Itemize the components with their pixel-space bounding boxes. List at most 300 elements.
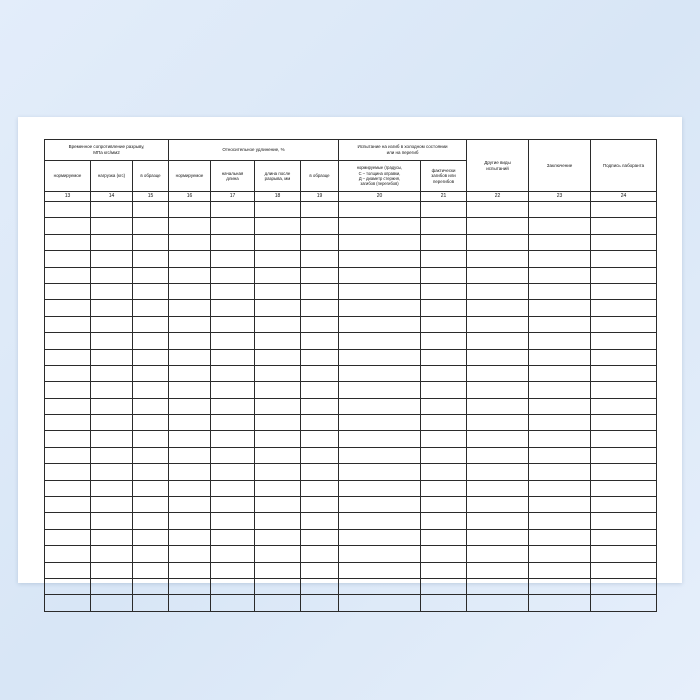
table-cell[interactable] (91, 382, 133, 398)
table-cell[interactable] (169, 251, 211, 267)
table-cell[interactable] (421, 218, 467, 234)
table-cell[interactable] (91, 300, 133, 316)
table-cell[interactable] (91, 464, 133, 480)
table-cell[interactable] (133, 529, 169, 545)
table-cell[interactable] (211, 234, 255, 250)
table-cell[interactable] (91, 562, 133, 578)
table-cell[interactable] (91, 513, 133, 529)
table-cell[interactable] (133, 267, 169, 283)
table-cell[interactable] (169, 300, 211, 316)
table-cell[interactable] (421, 546, 467, 562)
table-cell[interactable] (467, 251, 529, 267)
table-cell[interactable] (45, 251, 91, 267)
table-cell[interactable] (591, 497, 657, 513)
table-cell[interactable] (421, 595, 467, 611)
table-cell[interactable] (45, 497, 91, 513)
table-cell[interactable] (91, 202, 133, 218)
table-cell[interactable] (339, 480, 421, 496)
table-cell[interactable] (467, 234, 529, 250)
table-cell[interactable] (529, 497, 591, 513)
table-cell[interactable] (133, 546, 169, 562)
table-cell[interactable] (211, 578, 255, 594)
table-cell[interactable] (255, 398, 301, 414)
table-row[interactable] (45, 480, 657, 496)
table-cell[interactable] (339, 497, 421, 513)
table-cell[interactable] (45, 480, 91, 496)
table-cell[interactable] (133, 251, 169, 267)
table-cell[interactable] (301, 431, 339, 447)
table-row[interactable] (45, 202, 657, 218)
table-cell[interactable] (45, 365, 91, 381)
table-cell[interactable] (133, 415, 169, 431)
table-row[interactable] (45, 578, 657, 594)
table-cell[interactable] (591, 480, 657, 496)
table-cell[interactable] (421, 447, 467, 463)
table-cell[interactable] (421, 349, 467, 365)
table-cell[interactable] (301, 365, 339, 381)
table-cell[interactable] (301, 562, 339, 578)
table-cell[interactable] (45, 234, 91, 250)
table-cell[interactable] (211, 447, 255, 463)
table-cell[interactable] (133, 234, 169, 250)
table-cell[interactable] (421, 431, 467, 447)
table-cell[interactable] (133, 513, 169, 529)
table-cell[interactable] (421, 267, 467, 283)
table-cell[interactable] (421, 300, 467, 316)
table-cell[interactable] (133, 595, 169, 611)
table-cell[interactable] (211, 529, 255, 545)
table-cell[interactable] (211, 267, 255, 283)
table-cell[interactable] (421, 578, 467, 594)
table-cell[interactable] (45, 513, 91, 529)
table-cell[interactable] (133, 283, 169, 299)
table-cell[interactable] (591, 513, 657, 529)
table-row[interactable] (45, 513, 657, 529)
table-cell[interactable] (529, 333, 591, 349)
table-cell[interactable] (91, 283, 133, 299)
table-cell[interactable] (467, 267, 529, 283)
table-cell[interactable] (91, 431, 133, 447)
table-cell[interactable] (467, 578, 529, 594)
table-cell[interactable] (467, 513, 529, 529)
table-cell[interactable] (133, 578, 169, 594)
table-cell[interactable] (45, 382, 91, 398)
table-cell[interactable] (255, 218, 301, 234)
table-cell[interactable] (339, 283, 421, 299)
table-cell[interactable] (169, 349, 211, 365)
table-cell[interactable] (339, 513, 421, 529)
table-cell[interactable] (169, 497, 211, 513)
table-cell[interactable] (255, 234, 301, 250)
table-cell[interactable] (255, 595, 301, 611)
table-cell[interactable] (339, 267, 421, 283)
table-cell[interactable] (45, 415, 91, 431)
table-cell[interactable] (211, 365, 255, 381)
table-cell[interactable] (255, 349, 301, 365)
table-cell[interactable] (133, 300, 169, 316)
table-cell[interactable] (591, 431, 657, 447)
table-cell[interactable] (591, 546, 657, 562)
table-cell[interactable] (467, 431, 529, 447)
table-cell[interactable] (529, 562, 591, 578)
table-cell[interactable] (529, 202, 591, 218)
table-cell[interactable] (211, 595, 255, 611)
table-cell[interactable] (591, 447, 657, 463)
table-cell[interactable] (255, 529, 301, 545)
table-cell[interactable] (529, 447, 591, 463)
table-cell[interactable] (301, 578, 339, 594)
table-cell[interactable] (255, 202, 301, 218)
table-cell[interactable] (45, 398, 91, 414)
table-cell[interactable] (211, 251, 255, 267)
table-cell[interactable] (421, 316, 467, 332)
table-cell[interactable] (301, 464, 339, 480)
table-cell[interactable] (467, 562, 529, 578)
table-cell[interactable] (91, 578, 133, 594)
table-cell[interactable] (339, 316, 421, 332)
table-cell[interactable] (211, 431, 255, 447)
table-cell[interactable] (91, 546, 133, 562)
table-cell[interactable] (133, 316, 169, 332)
table-cell[interactable] (255, 464, 301, 480)
table-cell[interactable] (421, 513, 467, 529)
table-cell[interactable] (301, 480, 339, 496)
table-cell[interactable] (339, 300, 421, 316)
table-cell[interactable] (91, 333, 133, 349)
table-cell[interactable] (211, 349, 255, 365)
table-cell[interactable] (339, 595, 421, 611)
table-cell[interactable] (211, 398, 255, 414)
table-cell[interactable] (467, 497, 529, 513)
table-row[interactable] (45, 398, 657, 414)
table-cell[interactable] (301, 316, 339, 332)
table-cell[interactable] (169, 595, 211, 611)
table-cell[interactable] (255, 251, 301, 267)
table-cell[interactable] (421, 283, 467, 299)
table-cell[interactable] (467, 218, 529, 234)
table-cell[interactable] (255, 333, 301, 349)
table-cell[interactable] (255, 513, 301, 529)
table-cell[interactable] (169, 529, 211, 545)
table-cell[interactable] (169, 464, 211, 480)
table-cell[interactable] (255, 447, 301, 463)
table-cell[interactable] (211, 283, 255, 299)
table-cell[interactable] (255, 283, 301, 299)
table-cell[interactable] (211, 382, 255, 398)
table-cell[interactable] (339, 382, 421, 398)
table-cell[interactable] (467, 316, 529, 332)
table-cell[interactable] (301, 497, 339, 513)
table-cell[interactable] (529, 365, 591, 381)
table-cell[interactable] (91, 398, 133, 414)
table-cell[interactable] (45, 447, 91, 463)
table-row[interactable] (45, 447, 657, 463)
table-cell[interactable] (529, 316, 591, 332)
table-cell[interactable] (421, 365, 467, 381)
table-cell[interactable] (591, 382, 657, 398)
table-cell[interactable] (529, 398, 591, 414)
table-cell[interactable] (169, 202, 211, 218)
table-cell[interactable] (339, 562, 421, 578)
table-cell[interactable] (169, 578, 211, 594)
table-cell[interactable] (467, 283, 529, 299)
table-cell[interactable] (301, 513, 339, 529)
table-cell[interactable] (169, 382, 211, 398)
table-cell[interactable] (45, 529, 91, 545)
table-row[interactable] (45, 251, 657, 267)
table-cell[interactable] (467, 202, 529, 218)
table-cell[interactable] (211, 202, 255, 218)
table-cell[interactable] (211, 300, 255, 316)
table-cell[interactable] (45, 300, 91, 316)
table-cell[interactable] (301, 267, 339, 283)
table-cell[interactable] (169, 234, 211, 250)
table-cell[interactable] (467, 529, 529, 545)
table-cell[interactable] (421, 333, 467, 349)
table-cell[interactable] (255, 480, 301, 496)
table-cell[interactable] (339, 234, 421, 250)
table-cell[interactable] (339, 464, 421, 480)
table-cell[interactable] (91, 316, 133, 332)
table-cell[interactable] (591, 529, 657, 545)
table-cell[interactable] (529, 415, 591, 431)
table-cell[interactable] (45, 562, 91, 578)
table-cell[interactable] (91, 349, 133, 365)
table-cell[interactable] (591, 316, 657, 332)
table-cell[interactable] (211, 480, 255, 496)
table-cell[interactable] (211, 546, 255, 562)
table-cell[interactable] (255, 267, 301, 283)
table-cell[interactable] (591, 464, 657, 480)
table-row[interactable] (45, 497, 657, 513)
table-cell[interactable] (421, 398, 467, 414)
table-cell[interactable] (467, 349, 529, 365)
table-cell[interactable] (301, 218, 339, 234)
table-cell[interactable] (339, 251, 421, 267)
table-cell[interactable] (45, 202, 91, 218)
table-cell[interactable] (339, 546, 421, 562)
table-row[interactable] (45, 382, 657, 398)
table-cell[interactable] (421, 529, 467, 545)
table-cell[interactable] (169, 546, 211, 562)
table-cell[interactable] (339, 415, 421, 431)
table-cell[interactable] (301, 415, 339, 431)
table-cell[interactable] (301, 595, 339, 611)
table-cell[interactable] (255, 431, 301, 447)
table-cell[interactable] (169, 283, 211, 299)
table-row[interactable] (45, 464, 657, 480)
table-cell[interactable] (169, 415, 211, 431)
table-cell[interactable] (91, 267, 133, 283)
table-cell[interactable] (133, 447, 169, 463)
table-row[interactable] (45, 546, 657, 562)
table-cell[interactable] (591, 349, 657, 365)
table-cell[interactable] (255, 316, 301, 332)
table-cell[interactable] (211, 562, 255, 578)
table-cell[interactable] (169, 365, 211, 381)
table-cell[interactable] (91, 497, 133, 513)
table-cell[interactable] (45, 267, 91, 283)
table-cell[interactable] (467, 447, 529, 463)
table-cell[interactable] (467, 333, 529, 349)
table-cell[interactable] (529, 578, 591, 594)
table-cell[interactable] (169, 431, 211, 447)
table-cell[interactable] (91, 415, 133, 431)
table-cell[interactable] (255, 578, 301, 594)
table-cell[interactable] (211, 316, 255, 332)
table-row[interactable] (45, 365, 657, 381)
table-cell[interactable] (529, 595, 591, 611)
table-cell[interactable] (301, 546, 339, 562)
table-cell[interactable] (339, 349, 421, 365)
table-cell[interactable] (591, 202, 657, 218)
table-cell[interactable] (211, 513, 255, 529)
table-cell[interactable] (91, 480, 133, 496)
table-cell[interactable] (529, 300, 591, 316)
table-cell[interactable] (255, 382, 301, 398)
table-cell[interactable] (467, 480, 529, 496)
table-cell[interactable] (133, 398, 169, 414)
table-cell[interactable] (301, 382, 339, 398)
table-cell[interactable] (169, 480, 211, 496)
table-cell[interactable] (467, 415, 529, 431)
table-cell[interactable] (91, 595, 133, 611)
table-cell[interactable] (133, 382, 169, 398)
table-cell[interactable] (467, 382, 529, 398)
table-cell[interactable] (133, 365, 169, 381)
table-row[interactable] (45, 218, 657, 234)
table-cell[interactable] (591, 234, 657, 250)
table-row[interactable] (45, 234, 657, 250)
table-cell[interactable] (591, 333, 657, 349)
table-cell[interactable] (133, 218, 169, 234)
table-cell[interactable] (45, 349, 91, 365)
table-cell[interactable] (339, 578, 421, 594)
table-cell[interactable] (133, 431, 169, 447)
table-cell[interactable] (591, 562, 657, 578)
table-cell[interactable] (529, 529, 591, 545)
table-cell[interactable] (591, 283, 657, 299)
table-cell[interactable] (301, 283, 339, 299)
table-cell[interactable] (169, 218, 211, 234)
table-cell[interactable] (45, 316, 91, 332)
table-cell[interactable] (45, 595, 91, 611)
table-row[interactable] (45, 415, 657, 431)
table-cell[interactable] (591, 251, 657, 267)
table-cell[interactable] (529, 267, 591, 283)
table-cell[interactable] (301, 234, 339, 250)
table-cell[interactable] (133, 562, 169, 578)
table-cell[interactable] (529, 218, 591, 234)
table-cell[interactable] (529, 480, 591, 496)
table-cell[interactable] (133, 202, 169, 218)
table-cell[interactable] (91, 234, 133, 250)
table-cell[interactable] (339, 431, 421, 447)
table-cell[interactable] (529, 283, 591, 299)
table-cell[interactable] (591, 595, 657, 611)
table-row[interactable] (45, 431, 657, 447)
table-cell[interactable] (467, 300, 529, 316)
table-cell[interactable] (45, 283, 91, 299)
table-cell[interactable] (211, 218, 255, 234)
table-cell[interactable] (91, 365, 133, 381)
table-cell[interactable] (45, 333, 91, 349)
table-cell[interactable] (91, 529, 133, 545)
table-cell[interactable] (591, 415, 657, 431)
table-cell[interactable] (421, 415, 467, 431)
table-cell[interactable] (169, 316, 211, 332)
table-cell[interactable] (169, 447, 211, 463)
table-cell[interactable] (591, 218, 657, 234)
table-row[interactable] (45, 562, 657, 578)
table-cell[interactable] (339, 365, 421, 381)
table-row[interactable] (45, 300, 657, 316)
table-cell[interactable] (339, 333, 421, 349)
table-cell[interactable] (45, 546, 91, 562)
table-cell[interactable] (133, 333, 169, 349)
table-cell[interactable] (339, 529, 421, 545)
table-cell[interactable] (169, 513, 211, 529)
table-cell[interactable] (591, 398, 657, 414)
table-cell[interactable] (133, 497, 169, 513)
table-cell[interactable] (45, 464, 91, 480)
table-cell[interactable] (467, 365, 529, 381)
table-cell[interactable] (45, 578, 91, 594)
table-cell[interactable] (467, 398, 529, 414)
table-cell[interactable] (421, 382, 467, 398)
table-cell[interactable] (169, 398, 211, 414)
table-cell[interactable] (421, 251, 467, 267)
table-cell[interactable] (529, 464, 591, 480)
table-cell[interactable] (301, 202, 339, 218)
table-row[interactable] (45, 595, 657, 611)
table-row[interactable] (45, 316, 657, 332)
table-cell[interactable] (211, 415, 255, 431)
table-cell[interactable] (255, 300, 301, 316)
table-cell[interactable] (421, 480, 467, 496)
table-cell[interactable] (339, 218, 421, 234)
table-cell[interactable] (91, 251, 133, 267)
table-cell[interactable] (211, 333, 255, 349)
table-cell[interactable] (91, 447, 133, 463)
table-cell[interactable] (301, 333, 339, 349)
table-cell[interactable] (421, 562, 467, 578)
table-cell[interactable] (169, 267, 211, 283)
table-cell[interactable] (467, 546, 529, 562)
table-cell[interactable] (529, 546, 591, 562)
table-cell[interactable] (255, 562, 301, 578)
table-cell[interactable] (91, 218, 133, 234)
table-cell[interactable] (301, 349, 339, 365)
table-cell[interactable] (591, 365, 657, 381)
table-row[interactable] (45, 267, 657, 283)
table-cell[interactable] (529, 513, 591, 529)
table-cell[interactable] (133, 464, 169, 480)
table-row[interactable] (45, 349, 657, 365)
table-cell[interactable] (301, 447, 339, 463)
table-cell[interactable] (591, 578, 657, 594)
table-cell[interactable] (529, 234, 591, 250)
table-cell[interactable] (301, 529, 339, 545)
table-row[interactable] (45, 333, 657, 349)
table-cell[interactable] (421, 464, 467, 480)
table-cell[interactable] (255, 546, 301, 562)
table-cell[interactable] (255, 365, 301, 381)
table-cell[interactable] (45, 218, 91, 234)
table-cell[interactable] (211, 464, 255, 480)
table-cell[interactable] (339, 447, 421, 463)
table-cell[interactable] (591, 267, 657, 283)
